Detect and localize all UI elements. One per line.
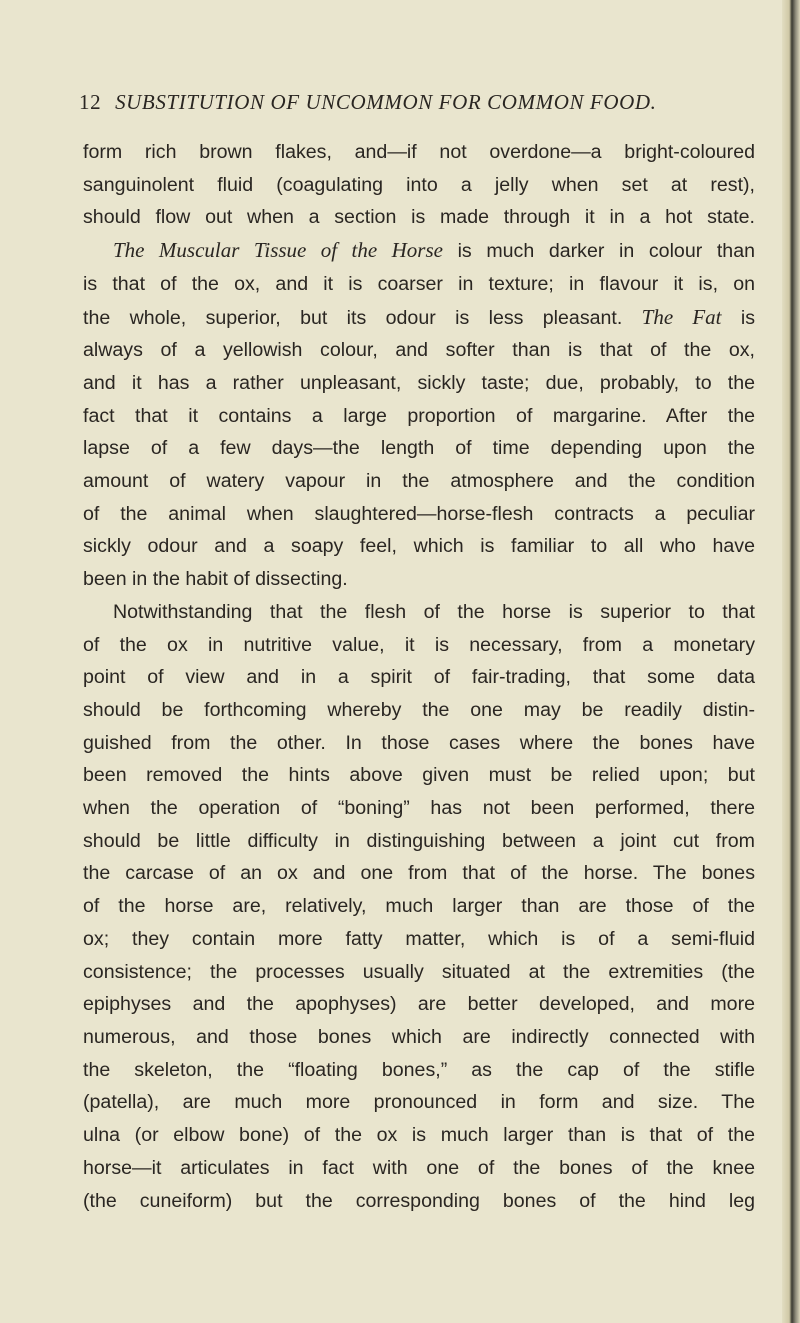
text-line: of the ox in nutritive value, it is necessary, from a monetary	[83, 633, 755, 656]
page-number: 12	[79, 90, 102, 114]
text-line: been removed the hints above given must be relied upon; but	[83, 764, 755, 787]
text-line: ulna (or elbow bone) of the ox is much larger than is that of the	[83, 1124, 755, 1147]
italic-heading-muscular-tissue: The Muscular Tissue of the Horse	[113, 238, 443, 263]
body-text	[83, 136, 755, 1217]
text-line	[83, 301, 755, 335]
text-line: ox; they contain more fatty matter, which is of a semi-fluid	[83, 927, 755, 950]
text-line: and it has a rather unpleasant, sickly taste; due, probably, to the	[83, 371, 755, 394]
text-line: form rich brown flakes, and—if not overdone—a bright-coloured	[83, 141, 755, 163]
text-line: (the cuneiform) but the corresponding bones of the hind leg	[83, 1189, 755, 1212]
text-line: when the operation of “boning” has not been performed, there	[83, 797, 755, 820]
text-line: should be forthcoming whereby the one may be readily distin-	[83, 698, 755, 721]
text-line: of the horse are, relatively, much larger than are those of the	[83, 895, 755, 918]
text-line: should be little difficulty in distinguishing between a joint cut from	[83, 829, 755, 852]
text-line: horse—it articulates in fact with one of the bones of the knee	[83, 1156, 755, 1179]
text-run: is	[721, 306, 756, 329]
text-line: amount of watery vapour in the atmosphere and the condition	[83, 470, 755, 493]
text-run: is much darker in colour than	[442, 240, 755, 263]
text-line: always of a yellowish colour, and softer than is that of the ox,	[83, 339, 755, 362]
text-line: is that of the ox, and it is coarser in texture; in flavour it is, on	[83, 272, 755, 295]
italic-heading-fat: The Fat	[641, 304, 722, 329]
text-line	[83, 234, 755, 268]
text-line: lapse of a few days—the length of time depending upon the	[83, 437, 755, 460]
text-line: sanguinolent fluid (coagulating into a jelly when set at rest),	[83, 173, 755, 196]
running-title: SUBSTITUTION OF UNCOMMON FOR COMMON FOOD.	[115, 90, 657, 114]
running-head	[79, 90, 759, 115]
text-line: epiphyses and the apophyses) are better developed, and more	[83, 993, 755, 1016]
text-line: the skeleton, the “floating bones,” as the cap of the stifle	[83, 1058, 755, 1081]
text-line: (patella), are much more pronounced in form and size. The	[83, 1091, 755, 1114]
page-edge-shadow	[782, 0, 800, 1323]
text-line: consistence; the processes usually situated at the extremities (the	[83, 960, 755, 983]
text-line: fact that it contains a large proportion of margarine. After the	[83, 404, 755, 427]
text-line: Notwithstanding that the flesh of the horse is superior to that	[113, 600, 755, 623]
text-line: guished from the other. In those cases where the bones have	[83, 731, 755, 754]
text-line: sickly odour and a soapy feel, which is familiar to all who have	[83, 535, 755, 558]
text-line: numerous, and those bones which are indirectly connected with	[83, 1025, 755, 1048]
text-line: been in the habit of dissecting.	[83, 568, 348, 591]
text-line: should flow out when a section is made through it in a hot state.	[83, 206, 755, 229]
text-run: the whole, superior, but its odour is less pleasant.	[83, 306, 642, 329]
text-line: of the animal when slaughtered—horse-flesh contracts a peculiar	[83, 502, 755, 525]
text-line: the carcase of an ox and one from that of the horse. The bones	[83, 862, 755, 885]
text-line: point of view and in a spirit of fair-trading, that some data	[83, 666, 755, 689]
